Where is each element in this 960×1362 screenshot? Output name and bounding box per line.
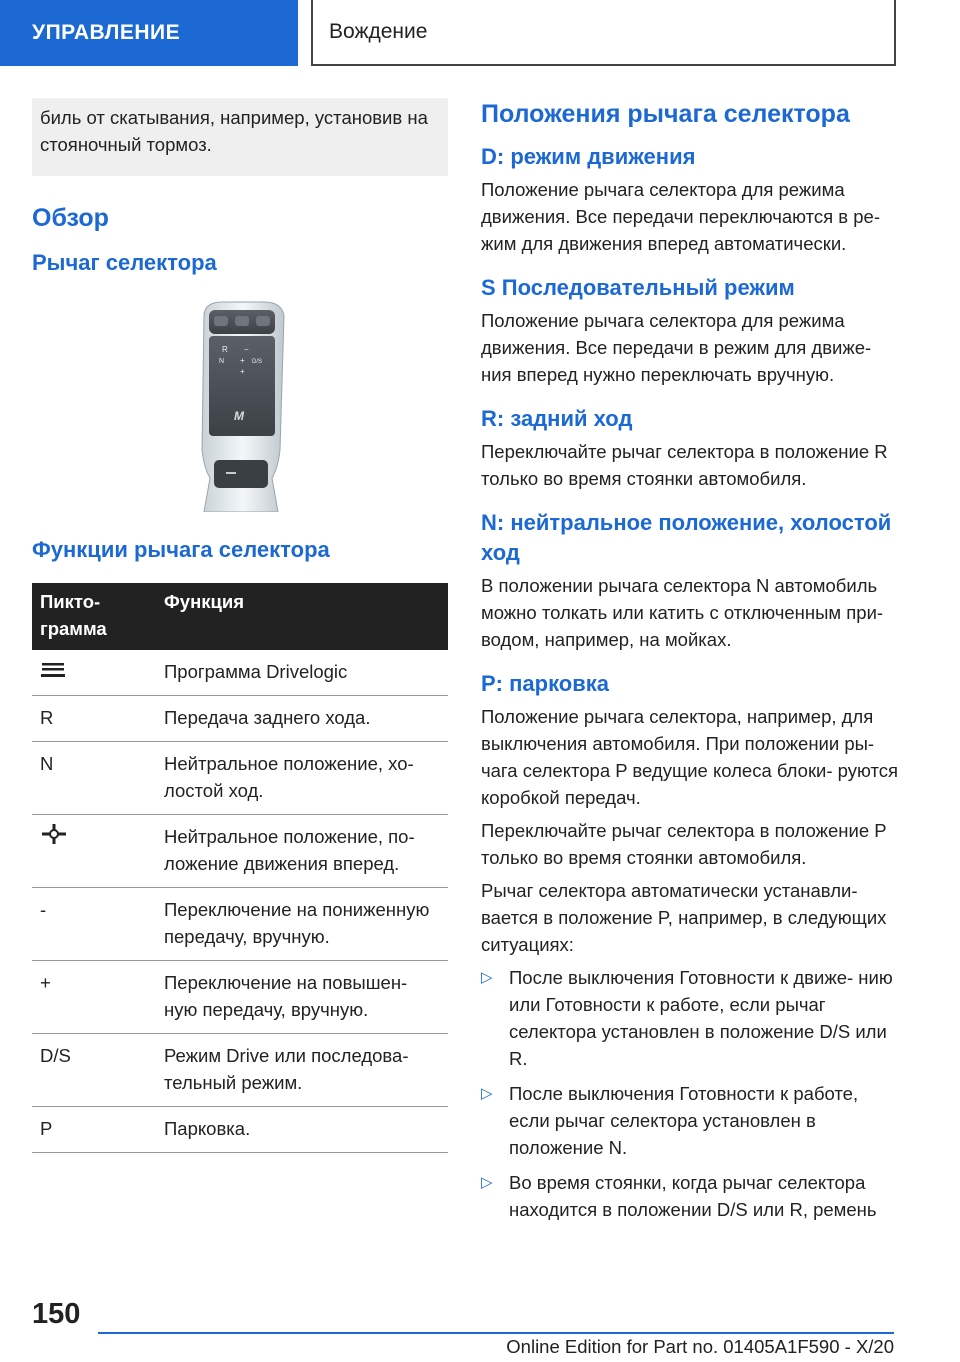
neutral-forward-icon — [40, 823, 68, 845]
situations-list — [481, 964, 901, 1223]
s-heading: S Последовательный режим — [481, 275, 795, 300]
d-heading: D: режим движения — [481, 144, 696, 169]
lever-label-minus: − — [244, 345, 249, 354]
section-tab — [0, 0, 298, 66]
left-column — [32, 98, 448, 1153]
table-row: Программа Drivelogic — [32, 650, 448, 696]
table-row: - Переключение на пониженную передачу, вручную. — [32, 888, 448, 961]
d-text: Положение рычага селектора для режима движения. Все передачи переключаются в ре- жим для движения вперед автоматически. — [481, 179, 880, 254]
table-row: P Парковка. — [32, 1107, 448, 1153]
continued-note: биль от скатывания, например, установив на стояночный тормоз. — [32, 98, 448, 176]
col-header-pictogram: Пикто- грамма — [32, 583, 156, 650]
lever-label-ds: D/S — [252, 359, 263, 365]
table-row: N Нейтральное положение, хо- лостой ход. — [32, 742, 448, 815]
positions-heading: Положения рычага селектора — [481, 100, 850, 128]
triangle-bullet-icon: ▷ — [481, 1174, 493, 1191]
triangle-bullet-icon: ▷ — [481, 969, 493, 986]
r-heading: R: задний ход — [481, 406, 633, 431]
chapter-header — [311, 0, 896, 66]
n-heading: N: нейтральное положение, холостой ход — [481, 510, 892, 565]
col-header-function: Функция — [156, 583, 448, 650]
triangle-bullet-icon: ▷ — [481, 1085, 493, 1102]
functions-table — [32, 583, 448, 1153]
p-text-3: Рычаг селектора автоматически устанавли- вается в положение P, например, в следующих ситуациях: — [481, 880, 887, 955]
section-label: УПРАВЛЕНИЕ — [32, 21, 181, 44]
footer-divider — [98, 1332, 894, 1334]
svg-text:+: + — [240, 367, 245, 376]
m-logo: M — [234, 409, 244, 423]
page-number: 150 — [32, 1298, 81, 1330]
table-row: R Передача заднего хода. — [32, 696, 448, 742]
list-item: ▷ После выключения Готовности к работе, если рычаг селектора установлен в положение N. — [481, 1080, 901, 1161]
s-text: Положение рычага селектора для режима движения. Все передачи в режим для движе- ния вперед нужно переключать вручную. — [481, 310, 872, 385]
list-item: ▷ Во время стоянки, когда рычаг селектора находится в положении D/S или R, ремень — [481, 1169, 901, 1223]
lever-label-plus: + — [240, 356, 245, 365]
functions-heading: Функции рычага селектора — [32, 537, 330, 562]
p-heading: P: парковка — [481, 671, 610, 696]
table-row: + Переключение на повышен- ную передачу, вручную. — [32, 961, 448, 1034]
edition-label: Online Edition for Part no. 01405A1F590 - X/20 — [506, 1336, 894, 1357]
selector-heading: Рычаг селектора — [32, 250, 217, 275]
table-row: Нейтральное положение, по- ложение движения вперед. — [32, 815, 448, 888]
p-text-2: Переключайте рычаг селектора в положение P только во время стоянки автомобиля. — [481, 820, 887, 868]
lever-label-r: R — [222, 345, 228, 354]
drivelogic-icon — [40, 662, 66, 678]
chapter-label: Вождение — [329, 20, 428, 43]
n-text: В положении рычага селектора N автомобиль можно толкать или катить с отключенным при- водом, например, на мойках. — [481, 575, 884, 650]
p-text-1: Положение рычага селектора, например, для выключения автомобиля. При положении ры- чага селектора P ведущие колеса блоки- руются коробкой передач. — [481, 706, 899, 808]
selector-lever-illustration — [192, 300, 290, 512]
overview-heading: Обзор — [32, 204, 109, 232]
r-text: Переключайте рычаг селектора в положение R только во время стоянки автомобиля. — [481, 441, 888, 489]
table-row: D/S Режим Drive или последова- тельный режим. — [32, 1034, 448, 1107]
right-column — [481, 98, 901, 1231]
list-item: ▷ После выключения Готовности к движе- нию или Готовности к работе, если рычаг селектора установлен в положение D/S или R. — [481, 964, 901, 1072]
lever-label-n: N — [219, 358, 225, 365]
